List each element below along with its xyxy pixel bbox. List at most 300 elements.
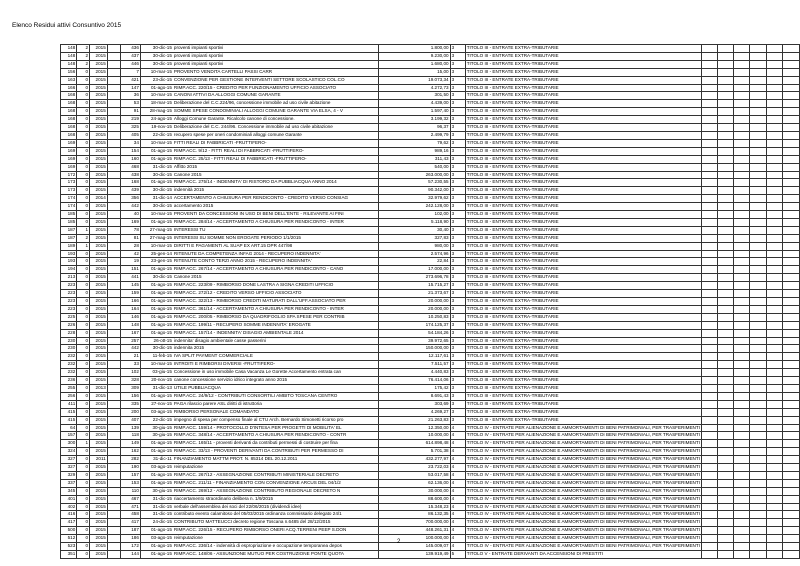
spacer-cell <box>107 124 120 132</box>
table-row <box>61 131 800 139</box>
empty-cell <box>718 45 734 53</box>
importo-cell: 10.000,00 <box>379 432 450 440</box>
empty-cell <box>701 258 717 266</box>
anno-cell: 2015 <box>90 543 108 551</box>
empty-cell <box>701 282 717 290</box>
capitolo-cell: 173 <box>61 187 77 195</box>
titolo-desc-cell: TITOLO IV - ENTRATE PER ALIENAZIONE E AMMORTAMENTI DI BENI PATRIMONIALI, PER TRASFERIMENTI <box>465 495 701 503</box>
data-cell: 01-ago-15 <box>150 479 172 485</box>
empty-cell <box>718 282 734 290</box>
anno-cell: 2015 <box>90 282 108 290</box>
descrizione-cell <box>140 392 378 400</box>
empty-cell <box>750 171 767 179</box>
data-cell: 27-nov-15 <box>151 400 172 406</box>
titolo-desc-cell: TITOLO III - ENTRATE EXTRA-TRIBUTARIE <box>465 171 701 179</box>
importo-cell: 980,00 <box>379 242 450 250</box>
table-row <box>61 45 800 53</box>
empty-cell <box>718 361 734 369</box>
empty-cell <box>767 305 783 313</box>
anno-cell: 2015 <box>90 305 108 313</box>
numero-cell: 468 <box>120 163 140 171</box>
data-cell: 10-mar-15 <box>150 242 172 248</box>
descrizione-text: RIMP.ACC. 223/09 - RIMBORSO DONE LASTRA A SIGNA CREDITI UFFICIO <box>173 282 334 288</box>
titolo-desc-cell: TITOLO III - ENTRATE EXTRA-TRIBUTARIE <box>465 108 701 116</box>
descrizione-text: INTERESSI SU SOMME NON EROGATE PERIODO 1/1/2015 <box>173 234 301 240</box>
table-row <box>61 187 800 195</box>
importo-cell: 19.073,34 <box>379 76 450 84</box>
numero-cell: 167 <box>120 329 140 337</box>
articolo-cell: 0 <box>77 250 90 258</box>
empty-cell <box>701 147 717 155</box>
empty-cell <box>718 60 734 68</box>
empty-cell <box>767 487 783 495</box>
capitolo-cell: 193 <box>61 250 77 258</box>
titolo-desc-cell: TITOLO III - ENTRATE EXTRA-TRIBUTARIE <box>465 353 701 361</box>
data-cell: 30-dic-15 <box>152 345 172 351</box>
empty-cell <box>767 298 783 306</box>
spacer-cell <box>107 226 120 234</box>
titolo-desc-cell: TITOLO III - ENTRATE EXTRA-TRIBUTARIE <box>465 45 701 53</box>
table-row <box>61 92 800 100</box>
data-cell: 31-dic-14 <box>152 195 172 201</box>
descrizione-cell <box>140 274 378 282</box>
table-row <box>61 448 800 456</box>
anno-cell: 2015 <box>90 495 108 503</box>
anno-cell: 2015 <box>90 211 108 219</box>
empty-cell <box>767 218 783 226</box>
empty-cell <box>734 487 750 495</box>
titolo-desc-cell: TITOLO IV - ENTRATE PER ALIENAZIONE E AMMORTAMENTI DI BENI PATRIMONIALI, PER TRASFERIMENTI <box>465 479 701 487</box>
descrizione-text: INTROITI E RIMBORSI DIVERSI -FRUTTIFERO- <box>173 361 275 367</box>
empty-cell <box>783 258 800 266</box>
empty-cell <box>718 321 734 329</box>
capitolo-cell: 169 <box>61 163 77 171</box>
table-row <box>61 195 800 203</box>
articolo-cell: 0 <box>77 258 90 266</box>
spacer-cell <box>107 52 120 60</box>
articolo-cell: 0 <box>77 195 90 203</box>
empty-cell <box>718 384 734 392</box>
articolo-cell: 0 <box>77 392 90 400</box>
articolo-cell: 0 <box>77 155 90 163</box>
titolo-num-cell: 5 <box>450 551 465 559</box>
table-row <box>61 495 800 503</box>
descrizione-cell <box>140 321 378 329</box>
empty-cell <box>783 155 800 163</box>
empty-cell <box>767 131 783 139</box>
importo-cell: 15.715,27 <box>379 282 450 290</box>
empty-cell <box>767 448 783 456</box>
empty-cell <box>767 519 783 527</box>
importo-cell: 32.979,62 <box>379 195 450 203</box>
descrizione-text: RIMP.ACC. 33/13 - PROVENTI DERIVANTI DA CONTRIBUTI PER PERMESSO DI <box>173 448 344 454</box>
capitolo-cell: 300 <box>61 440 77 448</box>
titolo-desc-cell: TITOLO III - ENTRATE EXTRA-TRIBUTARIE <box>465 155 701 163</box>
empty-cell <box>718 495 734 503</box>
empty-cell <box>701 511 717 519</box>
importo-cell: 4.440,83 <box>379 369 450 377</box>
spacer-cell <box>107 155 120 163</box>
numero-cell: 186 <box>120 535 140 543</box>
empty-cell <box>718 187 734 195</box>
titolo-desc-cell: TITOLO III - ENTRATE EXTRA-TRIBUTARIE <box>465 218 701 226</box>
table-row <box>61 68 800 76</box>
importo-cell: 57.230,55 <box>379 179 450 187</box>
empty-cell <box>701 527 717 535</box>
empty-cell <box>734 179 750 187</box>
titolo-desc-cell: TITOLO III - ENTRATE EXTRA-TRIBUTARIE <box>465 242 701 250</box>
capitolo-cell: 148 <box>61 60 77 68</box>
empty-cell <box>734 211 750 219</box>
empty-cell <box>734 45 750 53</box>
titolo-num-cell: 3 <box>450 274 465 282</box>
data-cell: 30-dic-15 <box>152 187 172 193</box>
numero-cell: 91 <box>120 108 140 116</box>
descrizione-text: RIMP.ACC. 220/15 - CREDITO PER FUNZIONAMENTO UFFICIO ASSOCIATO <box>173 84 337 90</box>
empty-cell <box>750 464 767 472</box>
empty-cell <box>767 171 783 179</box>
descrizione-text: Canone 2015 <box>173 171 202 177</box>
table-row <box>61 84 800 92</box>
anno-cell: 2015 <box>90 155 108 163</box>
articolo-cell: 0 <box>77 305 90 313</box>
empty-cell <box>701 92 717 100</box>
descrizione-text: Deliberazione del C.C.224/96, concessione immobile ad uso civile abitazione <box>173 100 331 106</box>
descrizione-cell <box>140 290 378 298</box>
anno-cell: 2015 <box>90 527 108 535</box>
spacer-cell <box>107 258 120 266</box>
numero-cell: 81 <box>120 234 140 242</box>
data-cell: 01-ago-15 <box>150 298 172 303</box>
articolo-cell: 0 <box>77 361 90 369</box>
capitolo-cell: 169 <box>61 147 77 155</box>
titolo-desc-cell: TITOLO III - ENTRATE EXTRA-TRIBUTARIE <box>465 384 701 392</box>
capitolo-cell: 416 <box>61 511 77 519</box>
empty-cell <box>783 361 800 369</box>
titolo-desc-cell: TITOLO III - ENTRATE EXTRA-TRIBUTARIE <box>465 179 701 187</box>
empty-cell <box>783 487 800 495</box>
empty-cell <box>701 329 717 337</box>
empty-cell <box>718 211 734 219</box>
titolo-desc-cell: TITOLO III - ENTRATE EXTRA-TRIBUTARIE <box>465 329 701 337</box>
empty-cell <box>718 100 734 108</box>
descrizione-cell <box>140 45 378 53</box>
data-cell: 31-dic-15 <box>152 163 172 169</box>
empty-cell <box>718 543 734 551</box>
data-cell: 19-nov-15 <box>151 124 172 130</box>
titolo-desc-cell: TITOLO III - ENTRATE EXTRA-TRIBUTARIE <box>465 187 701 195</box>
data-cell: 27-mag-15 <box>149 234 172 240</box>
descrizione-text: recupero spese per oneri condominiali alloggi comune Garante <box>173 131 302 137</box>
titolo-desc-cell: TITOLO III - ENTRATE EXTRA-TRIBUTARIE <box>465 345 701 353</box>
descrizione-text: Affitto 2015 <box>173 163 198 169</box>
empty-cell <box>718 511 734 519</box>
empty-cell <box>783 298 800 306</box>
descrizione-cell <box>140 424 378 432</box>
capitolo-cell: 157 <box>61 432 77 440</box>
anno-cell: 2015 <box>90 353 108 361</box>
capitolo-cell: 189 <box>61 242 77 250</box>
descrizione-cell <box>140 400 378 408</box>
descrizione-text: RIMP.ACC. 267/14 - ACCERTAMENTO A CHIUSURA PER RENDICONTO - CANO <box>173 266 344 272</box>
spacer-cell <box>107 84 120 92</box>
empty-cell <box>734 400 750 408</box>
empty-cell <box>701 551 717 559</box>
numero-cell: 151 <box>120 266 140 274</box>
empty-cell <box>718 329 734 337</box>
data-cell: 24-dic-15 <box>152 519 172 525</box>
data-cell: 30-giu-15 <box>152 424 172 430</box>
table-row <box>61 408 800 416</box>
table-body <box>61 45 800 559</box>
empty-cell <box>783 527 800 535</box>
spacer-cell <box>107 211 120 219</box>
empty-cell <box>750 274 767 282</box>
anno-cell: 2015 <box>90 377 108 385</box>
capitolo-cell: 236 <box>61 377 77 385</box>
titolo-num-cell: 4 <box>450 535 465 543</box>
articolo-cell: 0 <box>77 321 90 329</box>
capitolo-cell: 168 <box>61 131 77 139</box>
empty-cell <box>750 353 767 361</box>
capitolo-cell: 168 <box>61 116 77 124</box>
descrizione-text: RIMP.ACC. 211/11 - FINANZIAMENTO CON CONVENZIONE ARCUS DEL 04/1/2 <box>173 479 341 485</box>
empty-cell <box>767 92 783 100</box>
descrizione-text: proventi impianti sportivi <box>173 45 224 50</box>
descrizione-cell <box>140 92 378 100</box>
empty-cell <box>701 479 717 487</box>
articolo-cell: 0 <box>77 329 90 337</box>
articolo-cell: 0 <box>77 282 90 290</box>
spacer-cell <box>107 242 120 250</box>
titolo-desc-cell: TITOLO III - ENTRATE EXTRA-TRIBUTARIE <box>465 163 701 171</box>
spacer-cell <box>107 92 120 100</box>
titolo-desc-cell: TITOLO V - ENTRATE DERIVANTI DA ACCENSIONI DI PRESTITI <box>465 551 701 559</box>
descrizione-text: RIMP.ACC. 275/14 - INDENNITA' DI RISTORO DA PUBBLIACQUA ANNO 2014 <box>173 179 337 185</box>
empty-cell <box>767 479 783 487</box>
titolo-desc-cell: TITOLO III - ENTRATE EXTRA-TRIBUTARIE <box>465 116 701 124</box>
titolo-num-cell: 3 <box>450 258 465 266</box>
descrizione-cell <box>140 471 378 479</box>
empty-cell <box>767 258 783 266</box>
spacer-cell <box>107 187 120 195</box>
spacer-cell <box>107 274 120 282</box>
descrizione-text: proventi impianti sportivi <box>173 52 224 58</box>
descrizione-text: contributo evento calamitoso del 05/03/2015 ordinanza commissario delegato 24/1 <box>173 511 342 517</box>
spacer-cell <box>107 139 120 147</box>
anno-cell: 2015 <box>90 234 108 242</box>
descrizione-text: canone concessione servizio idrico integrato anno 2015 <box>173 377 288 383</box>
empty-cell <box>767 511 783 519</box>
titolo-num-cell: 3 <box>450 124 465 132</box>
articolo-cell: 2 <box>77 52 90 60</box>
titolo-num-cell: 3 <box>450 282 465 290</box>
descrizione-text: RIMP.ACC. 322/13 - RIMBORSO CREDITI MATURATI DALL'UFF.ASSOCIATO PER <box>173 298 346 303</box>
empty-cell <box>718 298 734 306</box>
titolo-desc-cell: TITOLO III - ENTRATE EXTRA-TRIBUTARIE <box>465 377 701 385</box>
empty-cell <box>734 163 750 171</box>
table-row <box>61 400 800 408</box>
descrizione-text: verbale dell'assemblea dei soci del 22/06/2015 (dividendi idee) <box>173 503 302 509</box>
data-cell: 31-dic-11 <box>153 456 172 462</box>
capitolo-cell: 351 <box>61 551 77 559</box>
articolo-cell: 0 <box>77 535 90 543</box>
empty-cell <box>783 543 800 551</box>
descrizione-cell <box>140 282 378 290</box>
empty-cell <box>734 448 750 456</box>
empty-cell <box>734 290 750 298</box>
spacer-cell <box>107 179 120 187</box>
capitolo-cell: 512 <box>61 535 77 543</box>
spacer-cell <box>107 361 120 369</box>
empty-cell <box>734 305 750 313</box>
empty-cell <box>783 321 800 329</box>
empty-cell <box>734 503 750 511</box>
spacer-cell <box>107 298 120 306</box>
empty-cell <box>701 408 717 416</box>
empty-cell <box>701 171 717 179</box>
capitolo-cell: 256 <box>61 392 77 400</box>
data-cell: 31-dic-15 <box>152 495 172 501</box>
empty-cell <box>734 139 750 147</box>
empty-cell <box>767 337 783 345</box>
titolo-num-cell: 3 <box>450 290 465 298</box>
empty-cell <box>783 266 800 274</box>
empty-cell <box>750 92 767 100</box>
empty-cell <box>767 68 783 76</box>
data-cell: 01-ago-15 <box>150 392 172 398</box>
importo-cell: 8.691,43 <box>379 392 450 400</box>
spacer-cell <box>107 321 120 329</box>
table-row <box>61 543 800 551</box>
anno-cell: 2015 <box>90 60 108 68</box>
empty-cell <box>783 495 800 503</box>
titolo-num-cell: 4 <box>450 487 465 495</box>
capitolo-cell: 327 <box>61 464 77 472</box>
data-cell: 30-giu-15 <box>152 487 172 493</box>
capitolo-cell: 64 <box>61 424 77 432</box>
empty-cell <box>701 155 717 163</box>
empty-cell <box>734 187 750 195</box>
anno-cell: 2015 <box>90 124 108 132</box>
numero-cell: 325 <box>120 124 140 132</box>
descrizione-cell <box>140 139 378 147</box>
empty-cell <box>701 187 717 195</box>
empty-cell <box>767 266 783 274</box>
empty-cell <box>734 92 750 100</box>
capitolo-cell: 168 <box>61 108 77 116</box>
table-row <box>61 551 800 559</box>
descrizione-cell <box>140 116 378 124</box>
numero-cell: 257 <box>120 337 140 345</box>
titolo-desc-cell: TITOLO III - ENTRATE EXTRA-TRIBUTARIE <box>465 369 701 377</box>
empty-cell <box>767 392 783 400</box>
empty-cell <box>701 250 717 258</box>
empty-cell <box>734 377 750 385</box>
anno-cell: 2015 <box>90 503 108 511</box>
empty-cell <box>750 116 767 124</box>
empty-cell <box>750 543 767 551</box>
empty-cell <box>783 100 800 108</box>
empty-cell <box>767 282 783 290</box>
anno-cell: 2015 <box>90 139 108 147</box>
anno-cell: 2015 <box>90 400 108 408</box>
numero-cell: 159 <box>120 290 140 298</box>
descrizione-text: RIMP.ACC. 284/14 - ACCERTAMENTO A CHIUSURA PER RENDICONTO - INTER <box>173 218 344 224</box>
descrizione-cell <box>140 543 378 551</box>
descrizione-text: Concessione in uso immobile Casa Vacanza Le Gorette Accertamento entrata can <box>173 369 342 375</box>
anno-cell: 2015 <box>90 448 108 456</box>
empty-cell <box>718 155 734 163</box>
descrizione-cell <box>140 511 378 519</box>
anno-cell: 2015 <box>90 432 108 440</box>
descrizione-cell <box>140 68 378 76</box>
titolo-desc-cell: TITOLO III - ENTRATE EXTRA-TRIBUTARIE <box>465 392 701 400</box>
empty-cell <box>701 448 717 456</box>
empty-cell <box>783 448 800 456</box>
descrizione-text: CANONI ATTIVI DA ALLOGGI COMUNE GARANTE <box>173 92 281 98</box>
table-row <box>61 313 800 321</box>
importo-cell: 242.128,00 <box>379 203 450 211</box>
empty-cell <box>783 218 800 226</box>
articolo-cell: 0 <box>77 92 90 100</box>
articolo-cell: 0 <box>77 377 90 385</box>
capitolo-cell: 411 <box>61 400 77 408</box>
descrizione-cell <box>140 234 378 242</box>
empty-cell <box>734 345 750 353</box>
empty-cell <box>767 369 783 377</box>
importo-cell: 79,62 <box>379 139 450 147</box>
table-row <box>61 511 800 519</box>
importo-cell: 12.117,61 <box>379 353 450 361</box>
empty-cell <box>718 535 734 543</box>
empty-cell <box>734 384 750 392</box>
empty-cell <box>734 131 750 139</box>
empty-cell <box>750 187 767 195</box>
numero-cell: 148 <box>120 321 140 329</box>
empty-cell <box>718 471 734 479</box>
empty-cell <box>734 147 750 155</box>
empty-cell <box>734 353 750 361</box>
empty-cell <box>783 337 800 345</box>
data-cell: 25-gen-14 <box>150 250 172 256</box>
empty-cell <box>718 76 734 84</box>
articolo-cell: 0 <box>77 487 90 495</box>
descrizione-text: accertamento 2015 <box>173 203 214 209</box>
empty-cell <box>767 321 783 329</box>
spacer-cell <box>107 76 120 84</box>
articolo-cell: 0 <box>77 84 90 92</box>
articolo-cell: 0 <box>77 416 90 424</box>
empty-cell <box>750 305 767 313</box>
spacer-cell <box>107 448 120 456</box>
empty-cell <box>734 543 750 551</box>
empty-cell <box>750 147 767 155</box>
capitolo-cell: 523 <box>61 543 77 551</box>
spacer-cell <box>107 384 120 392</box>
capitolo-cell: 173 <box>61 179 77 187</box>
importo-cell: 39.972,65 <box>379 337 450 345</box>
articolo-cell: 0 <box>77 313 90 321</box>
titolo-num-cell: 4 <box>450 456 465 464</box>
data-cell: 27-mag-15 <box>149 226 172 232</box>
empty-cell <box>783 511 800 519</box>
empty-cell <box>750 361 767 369</box>
empty-cell <box>701 131 717 139</box>
empty-cell <box>718 195 734 203</box>
empty-cell <box>718 52 734 60</box>
empty-cell <box>783 226 800 234</box>
